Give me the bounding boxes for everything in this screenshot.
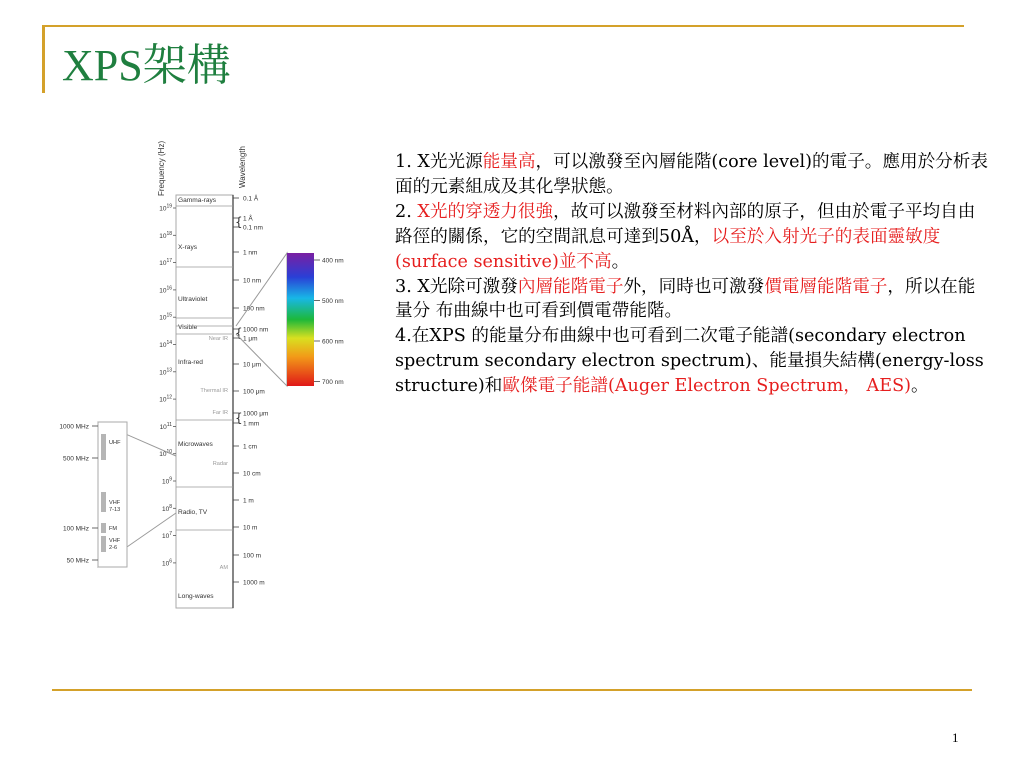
frequency-tick-label: $10^{10}$ <box>159 449 172 459</box>
point-text: 。 <box>911 376 929 397</box>
wavelength-tick-label: 10 m <box>243 524 258 532</box>
spectrum-band-box <box>176 195 233 608</box>
wavelength-axis-title <box>238 146 247 188</box>
wavelength-tick-label: 0.1 Å <box>243 195 259 203</box>
tv-band-label: VHF 2-6 <box>109 538 121 551</box>
content-point <box>395 200 990 275</box>
band-label: Microwaves <box>178 441 213 448</box>
wavelength-tick-label: 1 nm <box>243 249 258 257</box>
frequency-tick-label: $10^9$ <box>161 476 172 486</box>
band-label: Long-waves <box>178 593 214 600</box>
frequency-tick-label: $10^{11}$ <box>159 421 172 431</box>
tv-band-label: FM <box>109 526 118 532</box>
sub-band-label: AM <box>219 565 228 571</box>
point-text: 4.在XPS 的能量分布曲線中也可看到二次電子能譜(secondary electron spectrum secondary electron spectrum)、能量損失結構(energy-loss structure)和 <box>395 326 984 397</box>
wavelength-tick-label: 100 μm <box>243 388 265 396</box>
band-labels <box>178 197 217 600</box>
wavelength-tick-label: 1 mm <box>243 420 260 428</box>
wavelength-tick-label: 1000 m <box>243 579 265 587</box>
band-label: Gamma-rays <box>178 197 217 204</box>
frequency-tick-label: $10^{16}$ <box>159 285 172 295</box>
visible-tick-label: 400 nm <box>322 257 344 265</box>
wavelength-tick-label: 10 μm <box>243 361 262 369</box>
brace-icon: { <box>235 411 243 425</box>
band-label: Visible <box>178 324 198 331</box>
wavelength-axis-label: Wavelength <box>238 146 247 188</box>
wavelength-tick-label: 1 cm <box>243 443 258 451</box>
sub-band-label: Radar <box>212 461 228 467</box>
frequency-tick-label: $10^{17}$ <box>159 258 172 268</box>
frequency-tick-label: $10^{19}$ <box>159 203 172 213</box>
left-accent-rule <box>42 25 45 93</box>
frequency-tick-label: $10^{18}$ <box>159 230 172 240</box>
wavelength-tick-label: 10 nm <box>243 277 262 285</box>
frequency-tick-label: $10^6$ <box>161 558 172 568</box>
brace-icon: { <box>235 215 243 229</box>
slide-body <box>395 150 990 399</box>
wavelength-tick-label: 100 nm <box>243 305 265 313</box>
frequency-tick-label: $10^8$ <box>161 503 172 513</box>
wavelength-tick-label: 100 m <box>243 552 262 560</box>
sub-band-label: Thermal IR <box>200 388 228 394</box>
tv-band-bar <box>101 434 106 460</box>
tv-band-bar <box>101 492 106 512</box>
wavelength-tick-label: 1 m <box>243 497 254 505</box>
wavelength-tick-label: 1 Å <box>243 215 253 223</box>
visible-tick-label: 700 nm <box>322 379 344 386</box>
highlight-text: 能量高 <box>482 152 536 172</box>
band-label: Ultraviolet <box>178 296 208 303</box>
point-text: 3. X光除可激發 <box>395 276 518 297</box>
sub-band-labels <box>200 336 228 571</box>
highlight-text: 以至於入射光子的表面靈敏度(surface sensitive)並不高 <box>395 226 941 272</box>
visible-tick-label: 600 nm <box>322 338 344 346</box>
visible-tick-label: 500 nm <box>322 298 344 305</box>
visible-gradient-bar <box>287 253 314 386</box>
sub-band-label: Near IR <box>208 336 228 342</box>
wavelength-tick-label: 10 cm <box>243 470 261 478</box>
highlight-text: X光的穿透力很強 <box>417 201 554 222</box>
frequency-axis-label: Frequency (Hz) <box>157 140 166 196</box>
point-text: 2. <box>395 201 418 222</box>
top-accent-rule <box>42 25 964 27</box>
highlight-text: 內層能階電子 <box>517 276 624 297</box>
wavelength-ticks <box>233 194 268 587</box>
visible-wavelength-ticks <box>314 258 344 387</box>
mhz-tick-label: 1000 MHz <box>59 423 89 431</box>
content-point <box>395 150 990 200</box>
point-text: 外，同時也可激發 <box>623 276 765 297</box>
content-point <box>395 275 990 325</box>
em-spectrum-figure <box>40 120 400 612</box>
frequency-tick-label: $10^7$ <box>161 531 172 541</box>
point-text: ，可以激發至內層能階(core level)的電子。應用於分析表面的元素組成及其化學狀態。 <box>395 152 988 197</box>
tv-band-bar <box>101 536 106 552</box>
mhz-tick-label: 100 MHz <box>62 525 89 533</box>
frequency-ticks <box>159 204 176 568</box>
mhz-tick-label: 50 MHz <box>66 557 89 565</box>
brace-icon: { <box>235 326 243 340</box>
frequency-tick-label: $10^{13}$ <box>159 367 172 377</box>
sub-band-label: Far IR <box>212 410 228 416</box>
slide-title: XPS架構 <box>62 41 231 90</box>
frequency-tick-label: $10^{12}$ <box>159 394 172 404</box>
highlight-text: 歐傑電子能譜(Auger Electron Spectrum， AES) <box>502 376 911 397</box>
wavelength-tick-label: 0.1 nm <box>243 224 263 232</box>
frequency-tick-label: $10^{15}$ <box>159 312 172 322</box>
point-text: ，故可以激發至材料內部的原子，但由於電子平均自由路徑的關係，它的空間訊息可達到50Å， <box>395 201 976 247</box>
point-text: 。 <box>611 251 630 272</box>
frequency-axis-title <box>157 141 166 196</box>
bottom-accent-rule <box>52 689 972 691</box>
frequency-tick-label: $10^{14}$ <box>159 340 172 349</box>
tv-band-bar <box>101 523 106 533</box>
content-point <box>395 324 990 399</box>
tv-band-label: VHF 7-13 <box>109 500 121 513</box>
highlight-text: 價電層能階電子 <box>764 276 888 297</box>
band-label: Infra-red <box>178 359 203 366</box>
point-text: ，所以在能量分 布曲線中也可看到價電帶能階。 <box>395 276 976 322</box>
point-text: 1. X光光源 <box>395 152 483 172</box>
tv-band-label: UHF <box>109 440 121 446</box>
mhz-tick-label: 500 MHz <box>62 455 89 463</box>
band-label: Radio, TV <box>178 509 208 516</box>
mhz-ticks <box>59 424 98 565</box>
page-number: 1 <box>952 730 959 745</box>
band-dividers <box>176 206 233 530</box>
wavelength-tick-label: 1000 nm <box>243 326 269 334</box>
wavelength-tick-label: 1000 μm <box>243 410 269 418</box>
band-label: X-rays <box>178 244 198 251</box>
wavelength-tick-label: 1 μm <box>243 335 258 343</box>
